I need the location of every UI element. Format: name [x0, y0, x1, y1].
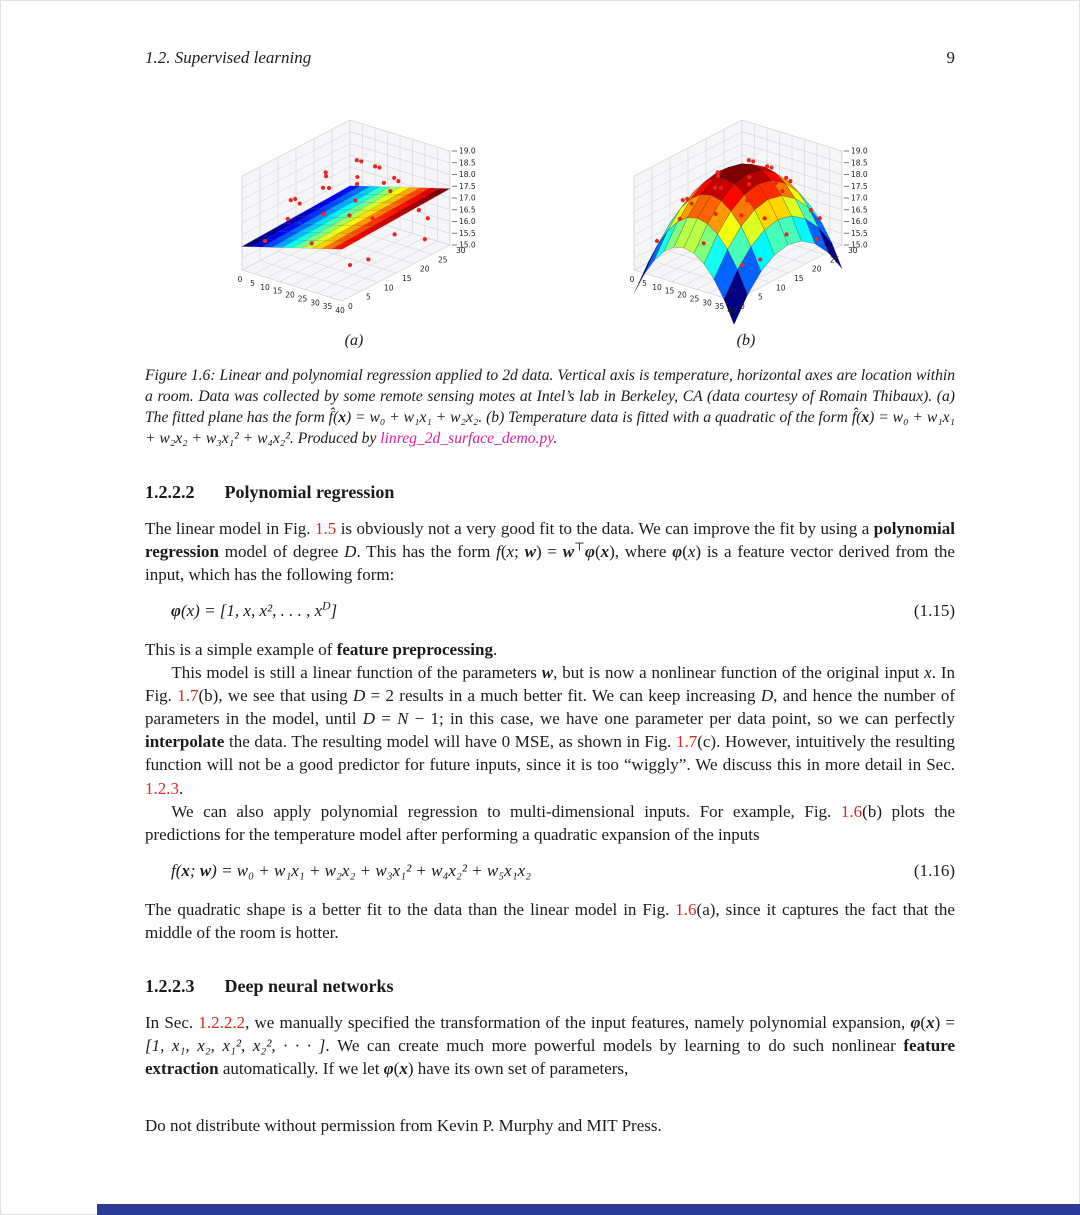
text-segment: , but is now a nonlinear function of the original input [553, 663, 925, 682]
text-segment: (x) = [1, x, x², . . . , x [180, 600, 323, 620]
text-segment: ) have its own set of parameters, [407, 1059, 629, 1079]
text-segment: automatically. If we let [218, 1059, 384, 1079]
text-segment: x [926, 1013, 935, 1033]
cross-reference-link[interactable]: 1.6 [840, 801, 863, 821]
text-segment: ] [330, 600, 338, 620]
text-segment: D [353, 686, 366, 706]
equation-1-16 [145, 861, 955, 881]
text-segment: ( [682, 541, 688, 561]
heading-title: Deep neural networks [224, 976, 394, 997]
text-segment: The linear model in Fig. [145, 518, 316, 538]
heading-deep-neural-networks [145, 976, 955, 997]
paragraph-quadratic-shape [145, 898, 955, 944]
text-segment: This model is still a linear function of the parameters [171, 663, 542, 682]
text-segment: N [397, 709, 409, 729]
text-segment: polynomial regression [145, 518, 955, 561]
text-segment: ) = [934, 1013, 956, 1033]
surface-plot-quadratic [576, 104, 916, 336]
text-segment: φ [171, 600, 181, 620]
text-segment: ⊤ [574, 540, 585, 554]
text-segment: f [496, 541, 501, 561]
text-segment: ; [514, 541, 525, 561]
text-segment: , and hence the number of parameters in the model, until [145, 686, 956, 729]
paragraph-multidimensional [145, 800, 955, 846]
text-segment: (b), we see that using [198, 686, 353, 706]
cross-reference-link[interactable]: 1.7 [177, 686, 199, 706]
text-segment: w [524, 541, 536, 561]
cross-reference-link[interactable]: 1.2.3 [145, 778, 179, 798]
cross-reference-link[interactable]: 1.6 [675, 899, 697, 919]
text-segment: φ [383, 1059, 394, 1079]
page-header [145, 48, 955, 68]
plot-b-label: (b) [736, 332, 756, 349]
text-segment: w [541, 663, 554, 682]
plot-a-wrap [184, 104, 524, 350]
text-segment: ) = w₀ + w₁x₁ + w₂x₂ + w₃x₁² + w₄x₂². Produced by [145, 408, 955, 447]
text-segment: ) is a feature vector derived from the input, which has the following form: [145, 541, 955, 584]
text-segment: x [399, 1059, 408, 1079]
text-segment: w [562, 541, 575, 561]
text-segment: ( [500, 541, 507, 561]
text-segment: D [322, 599, 331, 613]
plot-b-wrap [576, 104, 916, 350]
surface-plot-linear [184, 104, 524, 336]
text-segment: x [506, 541, 515, 561]
text-segment: ( [920, 1013, 927, 1033]
heading-polynomial-regression [145, 482, 955, 503]
text-segment: . We can create much more powerful models by learning to do such nonlinear [325, 1036, 904, 1056]
code-file-link[interactable]: linreg_2d_surface_demo.py [380, 429, 554, 447]
figure-plots-row [145, 104, 955, 350]
text-segment: f̂( [851, 408, 862, 426]
cross-reference-link[interactable]: 1.7 [675, 732, 698, 752]
text-segment: φ [910, 1013, 921, 1033]
text-segment: ; [189, 860, 200, 880]
cross-reference-link[interactable]: 1.2.2.2 [198, 1013, 246, 1033]
equation-number: (1.16) [913, 860, 955, 880]
heading-number: 1.2.2.3 [145, 976, 195, 997]
heading-number: 1.2.2.2 [145, 481, 195, 502]
cross-reference-link[interactable]: 1.5 [315, 518, 337, 538]
distribution-notice: Do not distribute without permission from Kevin P. Murphy and MIT Press. [145, 1116, 662, 1136]
text-segment: . [553, 429, 558, 447]
text-segment: (c). However, intuitively the resulting function will not be a good predictor for future inputs, since it is too “wiggly”. We discuss this in more detail in Sec. [145, 732, 955, 775]
figure-1-6 [145, 104, 955, 450]
text-segment: feature extraction [145, 1036, 955, 1079]
text-segment: [1, x₁, x₂, x₁², x₂², · · · ] [145, 1036, 326, 1056]
text-segment: . [179, 778, 184, 798]
running-header-section: 1.2. Supervised learning [145, 48, 312, 67]
text-segment: x [924, 663, 932, 682]
paragraph-dnn-intro [145, 1011, 955, 1080]
text-segment: φ [585, 541, 595, 561]
equation-body [171, 601, 337, 621]
text-segment: , we manually specified the transformation of the input features, namely polynomial expansion, [245, 1013, 911, 1033]
text-segment: D [344, 541, 357, 561]
text-segment: ) = w₀ + w₁x₁ + w₂x₂. (b) Temperature data is fitted with a quadratic of the form [345, 408, 852, 426]
text-segment: f( [171, 860, 182, 880]
bottom-blue-bar [97, 1204, 1080, 1215]
paragraph-feature-preprocessing [145, 638, 955, 661]
text-segment: x [338, 408, 346, 426]
text-segment: Figure 1.6: Linear and polynomial regression applied to 2d data. Vertical axis is temperature, horizontal axes are location within a room. Data was collected by some remote sensing motes at Intel’s lab in Berkeley, CA (data courtesy of Romain Thibaux). (a) The fitted plane has the form [145, 367, 955, 426]
text-segment: x [181, 860, 190, 880]
text-segment: ( [393, 1059, 400, 1079]
paragraph-intro-polyreg [145, 517, 955, 586]
text-segment: is obviously not a very good fit to the data. We can improve the fit by using a [336, 518, 874, 538]
text-segment: x [687, 541, 696, 561]
text-segment: . This has the form [356, 541, 497, 561]
text-segment: (b) plots the predictions for the temperature model after performing a quadratic expansion of the inputs [145, 801, 956, 844]
text-segment: f̂( [328, 408, 339, 426]
plot-a-label: (a) [344, 332, 364, 349]
equation-body [171, 861, 531, 881]
text-segment: In Sec. [145, 1013, 199, 1033]
text-segment: ) = [535, 541, 563, 561]
text-segment: x [861, 408, 870, 426]
text-segment: w [199, 860, 212, 880]
text-segment: (a), since it captures the fact that the middle of the room is hotter. [145, 899, 955, 942]
equation-number: (1.15) [913, 600, 955, 620]
text-segment: . [492, 639, 498, 659]
paragraph-linear-in-parameters [145, 661, 955, 800]
text-segment: The quadratic shape is a better fit to the data than the linear model in Fig. [145, 899, 676, 919]
text-segment: feature preprocessing [336, 639, 493, 659]
text-segment: φ [672, 541, 683, 561]
text-segment: model of degree [218, 541, 345, 561]
figure-caption [145, 366, 955, 450]
page-number: 9 [946, 48, 955, 67]
text-segment: ), where [609, 541, 673, 561]
text-segment: = 2 results in a much better fit. We can keep increasing [365, 686, 761, 706]
text-segment: the data. The resulting model will have 0 MSE, as shown in Fig. [224, 732, 676, 752]
text-segment: − 1; in this case, we have one parameter per data point, so we can perfectly [408, 709, 955, 729]
equation-1-15 [145, 601, 955, 621]
text-segment: = [374, 709, 398, 729]
text-segment: We can also apply polynomial regression to multi-dimensional inputs. For example, Fig. [171, 801, 841, 821]
text-segment: . In Fig. [145, 663, 955, 706]
text-segment: D [362, 709, 375, 729]
text-segment: D [760, 686, 774, 706]
heading-title: Polynomial regression [224, 481, 395, 502]
text-segment: ) = w₀ + w₁x₁ + w₂x₂ + w₃x₁² + w₄x₂² + w₅x₁x₂ [211, 860, 532, 880]
text-segment: This is a simple example of [145, 639, 337, 659]
text-segment: x [600, 541, 610, 561]
text-segment: interpolate [145, 732, 225, 752]
text-segment: ( [594, 541, 601, 561]
